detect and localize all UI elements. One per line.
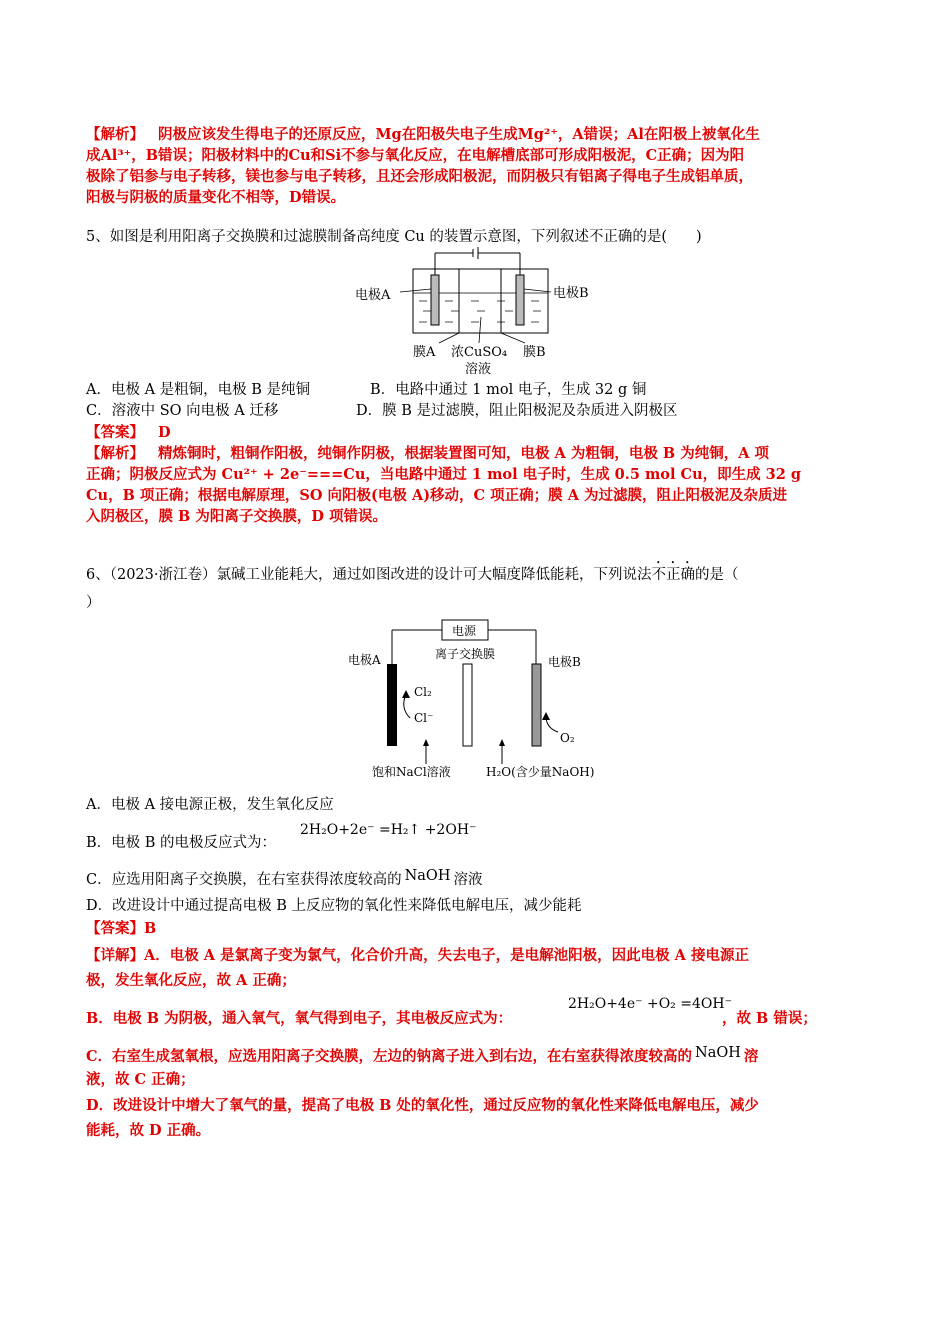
q5-option-b: B．电路中通过 1 mol 电子，生成 32 g 铜 xyxy=(370,382,647,398)
q6-option-b-equation: 2H₂O+2e⁻ =H₂↑ +2OH⁻ xyxy=(300,822,477,838)
analysis4-line4: 阳极与阴极的质量变化不相等，D错误。 xyxy=(86,189,346,206)
q6-figure xyxy=(340,612,610,787)
q5-label-solution2: 溶液 xyxy=(465,362,492,377)
q6-label-right-solution: H₂O(含少量NaOH) xyxy=(486,765,595,779)
q6-detail-d1: D．改进设计中增大了氧气的量，提高了电极 B 处的氧化性，通过反应物的氧化性来降低电解电压，减少 xyxy=(86,1097,759,1114)
q6-option-b: B．电极 B 的电极反应式为： xyxy=(86,835,277,851)
q6-label-cl-ion: Cl⁻ xyxy=(414,711,434,725)
q5-label-solution: 浓CuSO₄ xyxy=(451,345,508,360)
q5-analysis-line4: 入阴极区，膜 B 为阳离子交换膜，D 项错误。 xyxy=(86,508,387,525)
q6-detail-b-post: ，故 B 错误； xyxy=(722,1010,817,1027)
q6-label-electrode-a: 电极A xyxy=(348,653,381,667)
q5-option-a: A．电极 A 是粗铜，电极 B 是纯铜 xyxy=(86,382,311,398)
q6-label-membrane: 离子交换膜 xyxy=(435,647,496,661)
q5-analysis-line3: Cu，B 项正确；根据电解原理，SO 向阳极(电极 A)移动，C 项正确；膜 A 为过滤膜，阻止阳极泥及杂质进 xyxy=(86,487,787,504)
answer-value: B xyxy=(144,920,157,937)
q6-label-left-solution: 饱和NaCl溶液 xyxy=(372,765,451,779)
q5-stem: 5、如图是利用阳离子交换膜和过滤膜制备高纯度 Cu 的装置示意图，下列叙述不正确的是( ) xyxy=(86,229,702,245)
q5-label-electrode-b: 电极B xyxy=(553,286,589,301)
q6-detail-d2: 能耗，故 D 正确。 xyxy=(86,1122,211,1139)
q5-figure xyxy=(355,247,595,377)
q6-label-cl2: Cl₂ xyxy=(414,685,432,699)
emphasis-text: 不正确 xyxy=(651,567,695,583)
answer-value: D xyxy=(158,424,171,441)
q6-detail-b-equation: 2H₂O+4e⁻ +O₂ =4OH⁻ xyxy=(568,996,732,1012)
analysis4-line3: 极除了铝参与电子转移，镁也参与电子转移，且还会形成阳极泥，而阴极只有铝离子得电子生成铝单质， xyxy=(86,168,753,185)
answer-tag: 【答案】 xyxy=(86,920,144,937)
q5-label-electrode-a: 电极A xyxy=(355,288,391,303)
q5-answer xyxy=(86,422,171,443)
q6-detail-a2: 极，发生氧化反应，故 A 正确； xyxy=(86,972,296,989)
q6-label-electrode-b: 电极B xyxy=(548,655,581,669)
q6-label-power: 电源 xyxy=(452,624,477,638)
analysis4-line2: 成Al³⁺，B错误；阳极材料中的Cu和Si不参与氧化反应，在电解槽底部可形成阳极泥，C正确；因为阳 xyxy=(86,147,745,164)
analysis4-line1: 【解析】 阴极应该发生得电子的还原反应，Mg在阳极失电子生成Mg²⁺，A错误；Al在阳极上被氧化生 xyxy=(86,126,760,143)
q6-label-o2: O₂ xyxy=(560,731,575,745)
q6-detail-c1: C．右室生成氢氧根，应选用阳离子交换膜，左边的钠离子进入到右边，在右室获得浓度较高的 NaOH 溶 xyxy=(86,1045,759,1065)
q6-option-c: C．应选用阳离子交换膜，在右室获得浓度较高的 NaOH 溶液 xyxy=(86,868,483,888)
q5-option-d: D．膜 B 是过滤膜，阻止阳极泥及杂质进入阴极区 xyxy=(356,403,678,419)
naoh-formula: NaOH xyxy=(404,868,451,884)
q5-option-c: C．溶液中 SO 向电极 A 迁移 xyxy=(86,403,279,419)
q6-answer xyxy=(86,918,156,939)
q6-option-d: D．改进设计中通过提高电极 B 上反应物的氧化性来降低电解电压，减少能耗 xyxy=(86,898,582,914)
q6-stem-close: ） xyxy=(86,595,101,611)
q6-detail-a1: 【详解】A．电极 A 是氯离子变为氯气，化合价升高，失去电子，是电解池阳极，因此电极 A 接电源正 xyxy=(86,947,749,964)
q6-option-a: A．电极 A 接电源正极，发生氧化反应 xyxy=(86,797,334,813)
q5-analysis-line1: 【解析】 精炼铜时，粗铜作阳极，纯铜作阴极，根据装置图可知，电极 A 为粗铜，电极 B 为纯铜，A 项 xyxy=(86,445,769,462)
q5-analysis-line2: 正确；阴极反应式为 Cu²⁺ + 2e⁻===Cu，当电路中通过 1 mol 电子时，生成 0.5 mol Cu，即生成 32 g xyxy=(86,466,802,483)
q6-detail-c2: 液，故 C 正确； xyxy=(86,1071,195,1088)
analysis-tag: 【解析】 xyxy=(86,126,144,143)
q6-stem: 6、（2023·浙江卷）氯碱工业能耗大，通过如图改进的设计可大幅度降低能耗，下列说法不正确的是（ xyxy=(86,567,739,583)
detail-tag: 【详解】 xyxy=(86,947,144,964)
q6-detail-b: B．电极 B 为阴极，通入氧气，氧气得到电子，其电极反应式为： xyxy=(86,1010,513,1027)
q5-label-membrane-b: 膜B xyxy=(523,345,546,360)
analysis-tag: 【解析】 xyxy=(86,445,144,462)
q5-label-membrane-a: 膜A xyxy=(413,345,436,360)
naoh-formula: NaOH xyxy=(695,1045,741,1061)
answer-tag: 【答案】 xyxy=(86,424,144,441)
